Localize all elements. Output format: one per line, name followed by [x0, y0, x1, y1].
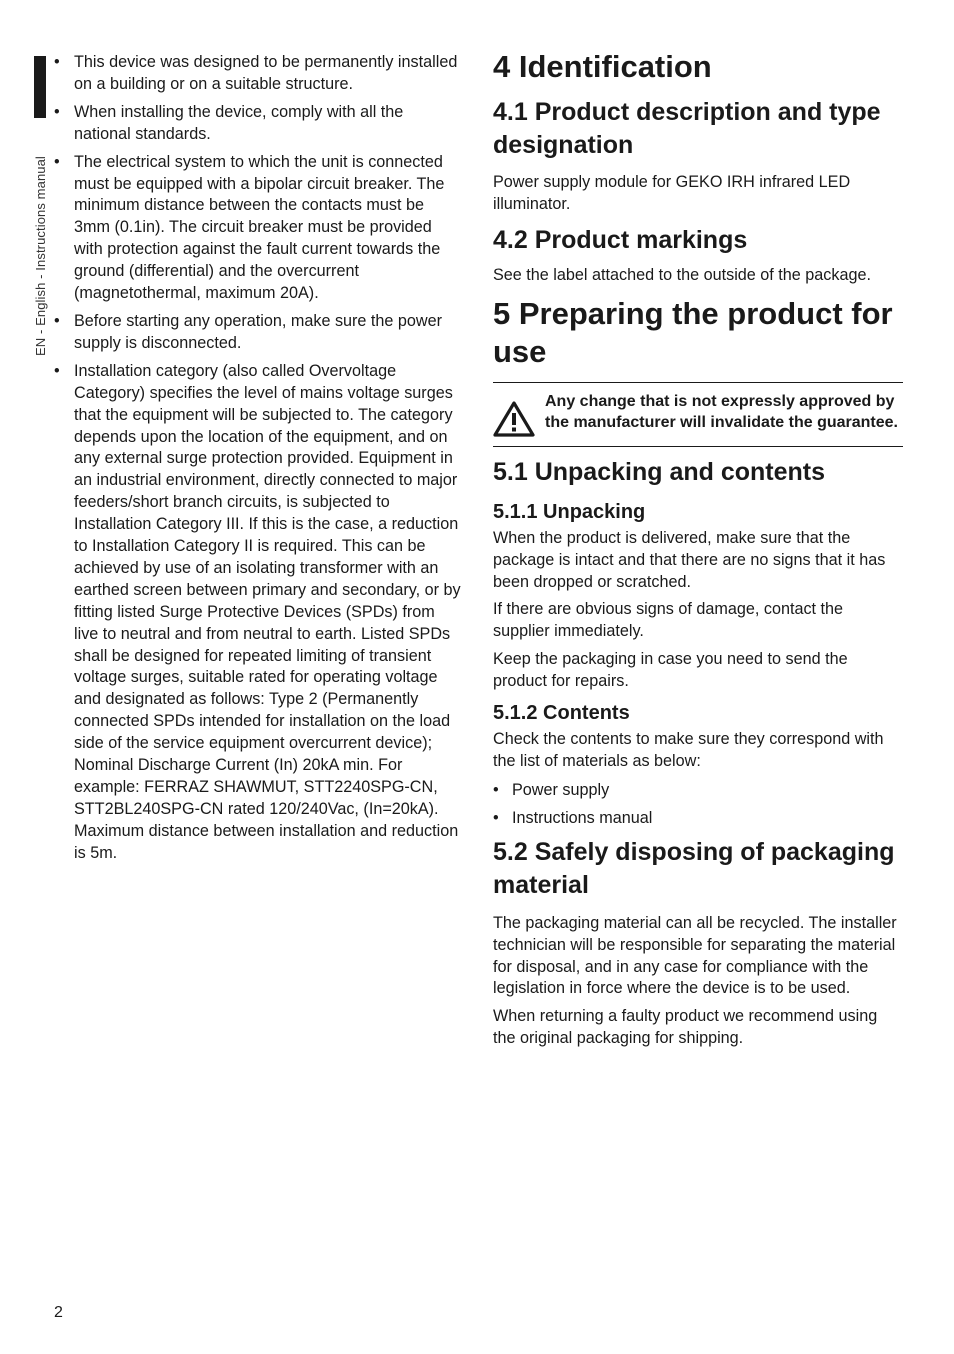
section-5-1-1-heading: 5.1.1 Unpacking	[493, 500, 646, 523]
contents-list	[493, 780, 903, 830]
unpacking-paragraph: When the product is delivered, make sure that the package is intact and that there are no signs that it has been dropped or scratched.	[493, 528, 886, 591]
warning-triangle-icon	[493, 401, 535, 437]
bullet-dot: •	[493, 808, 499, 827]
contents-paragraph: Check the contents to make sure they correspond with the list of materials as below:	[493, 730, 884, 770]
list-item	[493, 808, 903, 830]
side-language-label: EN - English - Instructions manual	[33, 156, 48, 356]
section-5-heading: 5 Preparing the product for use	[493, 295, 893, 369]
section-5-1-2-heading: 5.1.2 Contents	[493, 702, 630, 725]
bullet-text: Installation category (also called Overvoltage Category) specifies the level of mains voltage surges that the equipment will be subjected to. The category depends upon the location of the equipment, and on any external surge protection provided. Equipment in an industrial environment, directly connected to major feeders/short branch circuits, is subjected to Installation Category III. If this is the case, a reduction to Installation Category II is required. This can be achieved by use of an isolating transformer with an earthed screen between primary and secondary, or by fitting listed Surge Protective Devices (SPDs) from live to neutral and from neutral to earth. Listed SPDs shall be designed for repeated limiting of transient voltage surges, suitable rated for operating voltage and designated as follows: Type 2 (Permanently connected SPDs intended for installation on the load side of the service equipment overcurrent device); Nominal Discharge Current (In) 20kA min. For example: FERRAZ SHAWMUT, STT2240SPG-CN, STT2BL240SPG-CN rated 120/240Vac, (In=20kA). Maximum distance between installation and reduction is 5m.	[74, 361, 461, 862]
warning-box	[493, 382, 903, 447]
list-item	[54, 102, 462, 146]
section-4-2-text: See the label attached to the outside of the package.	[493, 265, 871, 284]
bullet-dot: •	[54, 152, 60, 171]
bullet-dot: •	[54, 102, 60, 121]
unpacking-paragraph: If there are obvious signs of damage, contact the supplier immediately.	[493, 600, 844, 641]
left-column	[54, 52, 462, 871]
list-item	[54, 311, 462, 355]
contents-item-text: Instructions manual	[512, 808, 653, 827]
section-4-2-heading: 4.2 Product markings	[493, 225, 748, 254]
section-5-1-heading: 5.1 Unpacking and contents	[493, 457, 826, 486]
disposal-paragraph: When returning a faulty product we recommend using the original packaging for shipping.	[493, 1007, 878, 1048]
list-item	[54, 361, 462, 865]
bullet-dot: •	[54, 311, 60, 330]
contents-item-text: Power supply	[512, 780, 610, 799]
bullet-text: When installing the device, comply with all the national standards.	[74, 102, 404, 143]
section-5-2-heading: 5.2 Safely disposing of packaging material	[493, 837, 895, 899]
bullet-dot: •	[493, 780, 499, 799]
margin-marker-bar	[34, 56, 46, 118]
bullet-text: This device was designed to be permanently installed on a building or on a suitable structure.	[74, 53, 458, 93]
bullet-text: The electrical system to which the unit is connected must be equipped with a bipolar circuit breaker. The minimum distance between the contacts must be 3mm (0.1in). The circuit breaker must be provided with protection against the fault current towards the ground (differential) and the overcurrent (magnetothermal, maximum 20A).	[74, 152, 445, 303]
bullet-text: Before starting any operation, make sure the power supply is disconnected.	[74, 311, 443, 352]
list-item	[54, 152, 462, 305]
bullet-dot: •	[54, 53, 60, 71]
section-4-1-heading: 4.1 Product description and type designation	[493, 98, 881, 159]
safety-bullet-list	[54, 52, 462, 865]
warning-text: Any change that is not expressly approved by the manufacturer will invalidate the guarantee.	[545, 392, 898, 432]
right-column	[493, 48, 903, 1050]
section-4-1-text: Power supply module for GEKO IRH infrared LED illuminator.	[493, 173, 851, 213]
list-item	[493, 780, 903, 802]
page-number: 2	[54, 1304, 63, 1321]
section-4-heading: 4 Identification	[493, 49, 712, 84]
list-item	[54, 52, 462, 96]
disposal-paragraph: The packaging material can all be recycled. The installer technician will be responsible for separating the material for disposal, and in any case for compliance with the legislation in force where the device is to be used.	[493, 913, 897, 998]
bullet-dot: •	[54, 361, 60, 380]
unpacking-paragraph: Keep the packaging in case you need to send the product for repairs.	[493, 650, 848, 691]
